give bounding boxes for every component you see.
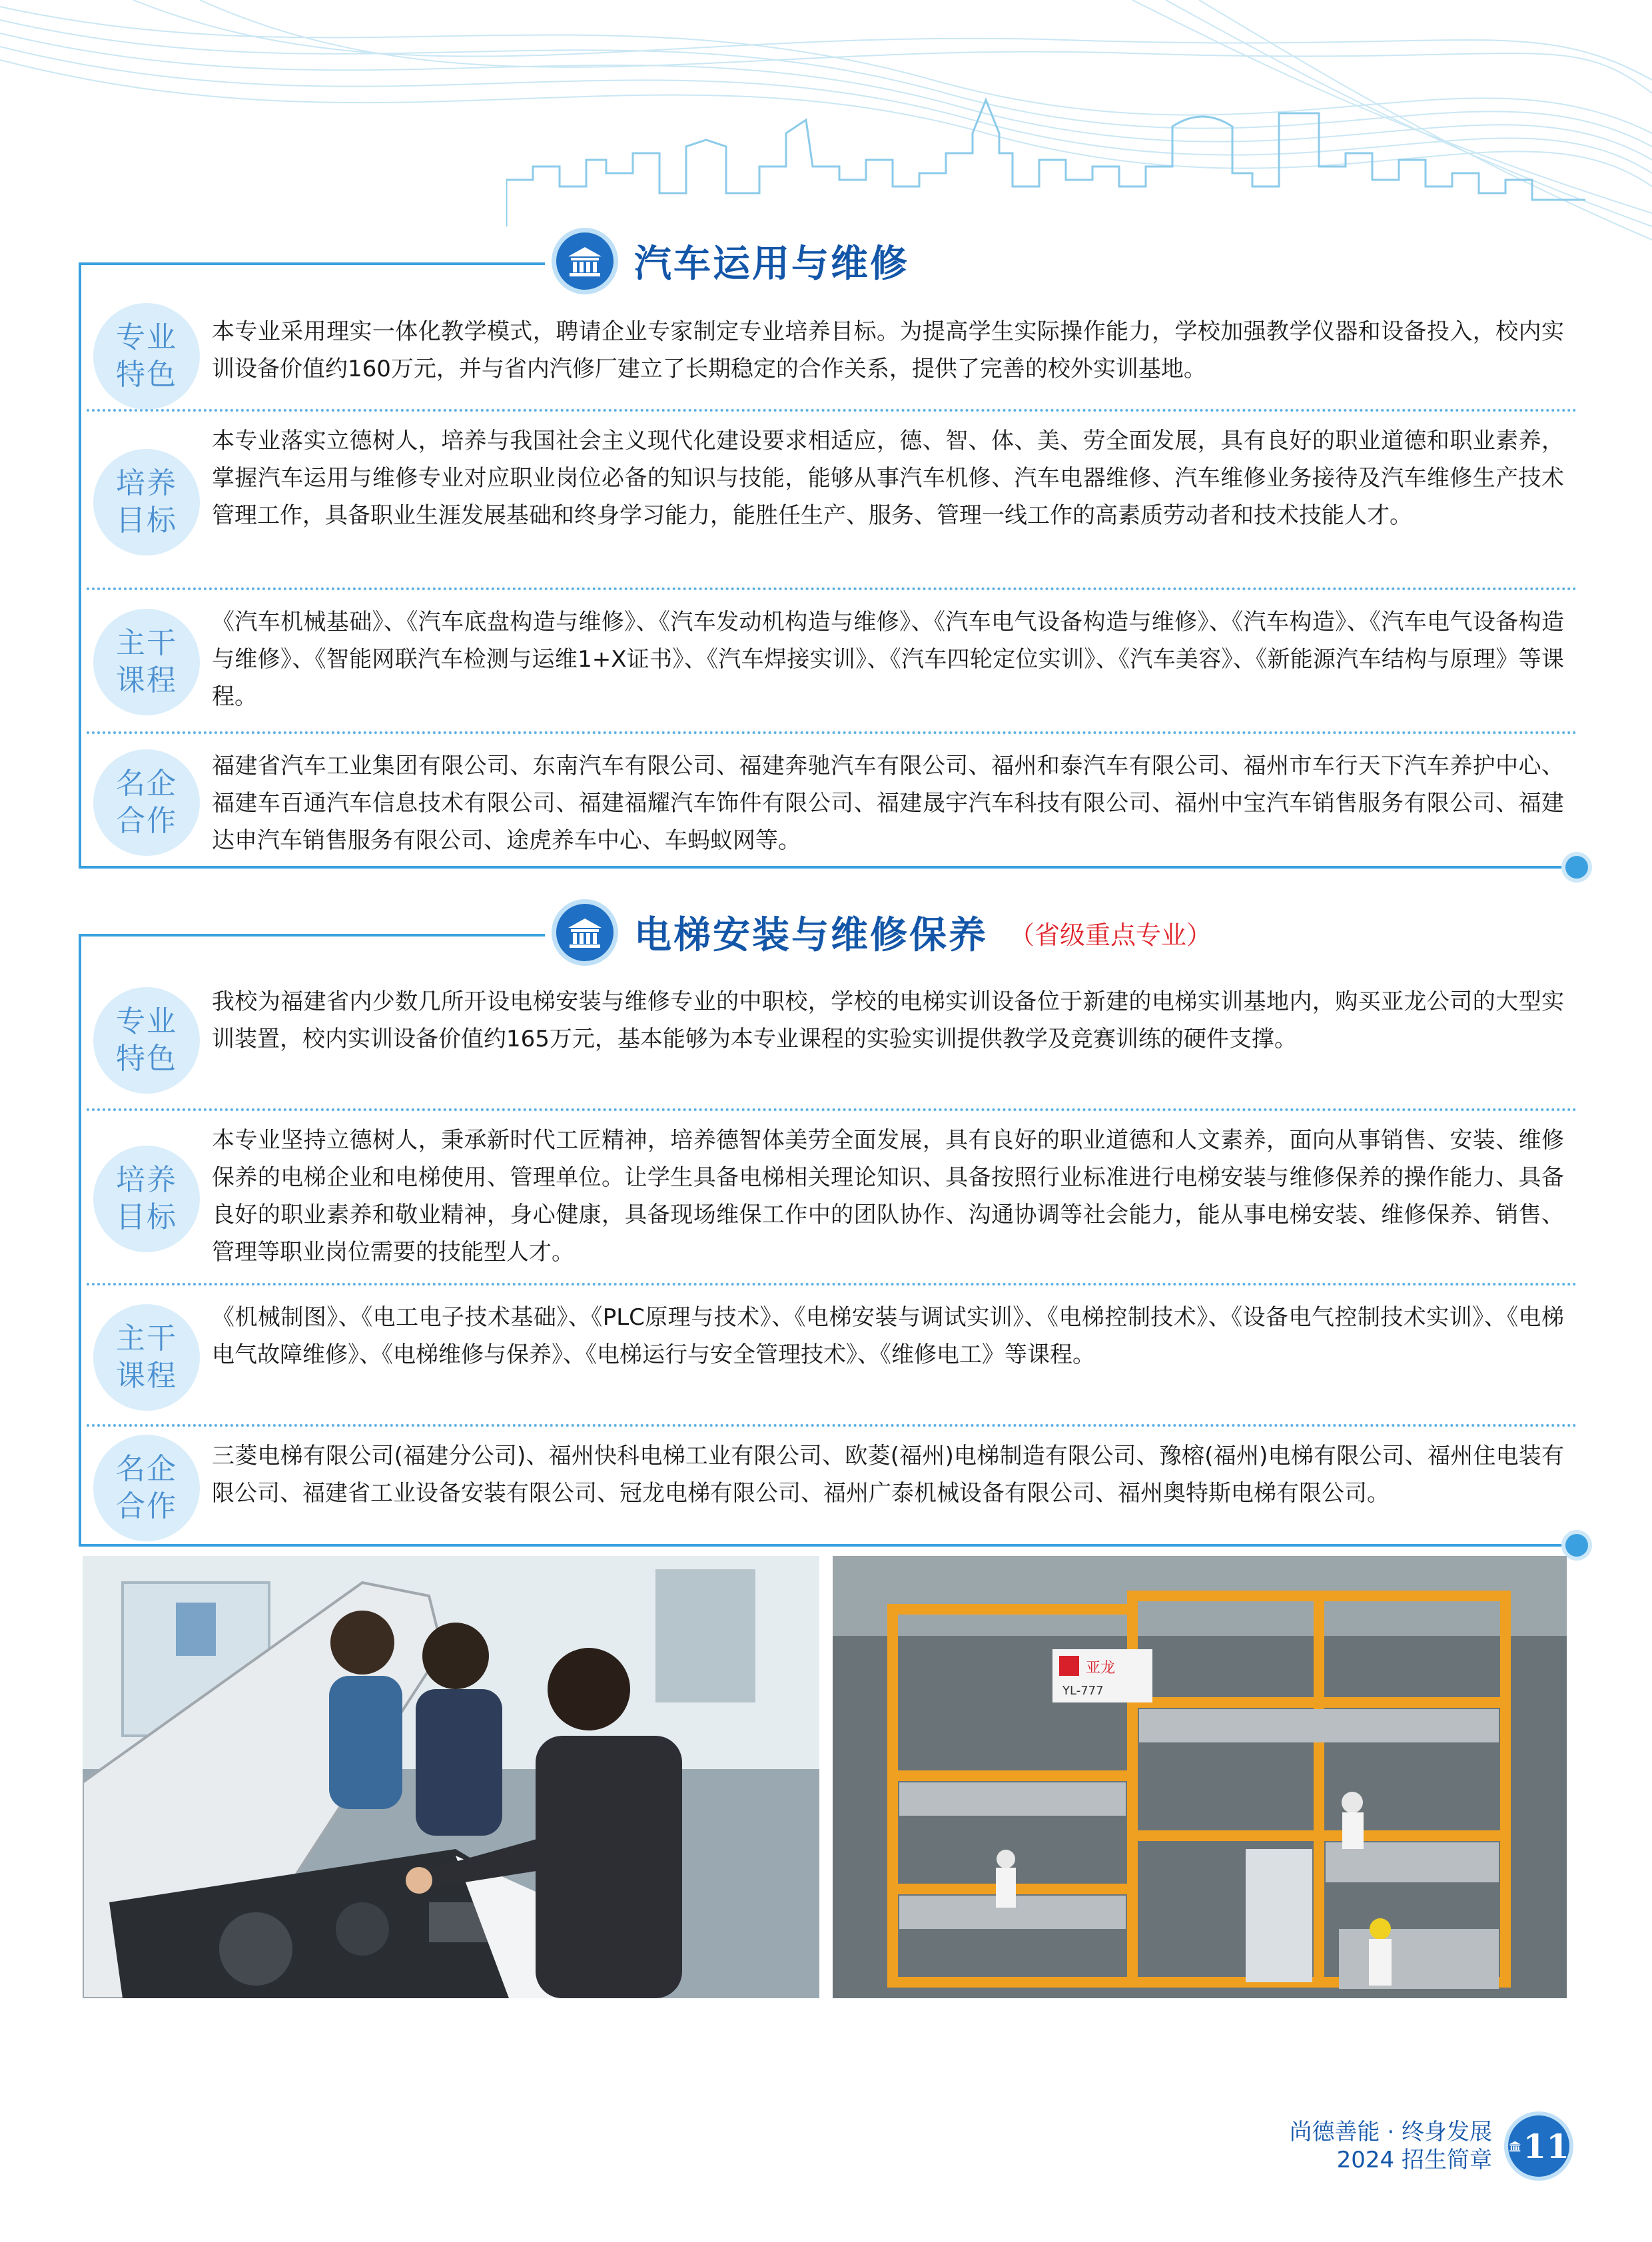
tag-line2: 课程 bbox=[116, 663, 177, 697]
sign-brand-text: 亚龙 bbox=[1086, 1660, 1116, 1677]
tag-line1: 名企 bbox=[116, 767, 177, 801]
tag-line1: 名企 bbox=[116, 1452, 177, 1486]
page-number: 11 bbox=[1523, 2126, 1569, 2166]
page-footer bbox=[1290, 2111, 1573, 2181]
photo-elevator-training-tower bbox=[833, 1556, 1567, 1998]
info-row-courses bbox=[79, 1290, 1577, 1427]
row-tag bbox=[93, 303, 200, 410]
section-title-text: 电梯安装与维修保养 bbox=[634, 914, 988, 957]
page-number-badge bbox=[1504, 2111, 1573, 2181]
tag-line1: 主干 bbox=[116, 1321, 177, 1355]
row-text: 本专业落实立德树人，培养与我国社会主义现代化建设要求相适应，德、智、体、美、劳全面发展，具有良好的职业道德和职业素养，掌握汽车运用与维修专业对应职业岗位必备的知识与技能，能够从事汽车机修、汽车电器维修、汽车维修业务接待及汽车维修生产技术管理工作，具备职业生涯发展基础和终身学习能力，能胜任生产、服务、管理一线工作的高素质劳动者和技术技能人才。 bbox=[212, 428, 1564, 529]
tag-line2: 特色 bbox=[116, 358, 177, 392]
row-text: 本专业采用理实一体化教学模式，聘请企业专家制定专业培养目标。为提高学生实际操作能力，学校加强教学仪器和设备投入，校内实训设备价值约160万元，并与省内汽修厂建立了长期稳定的合作关系，提供了完善的校外实训基地。 bbox=[212, 318, 1564, 382]
section-frame-bottom bbox=[79, 866, 1571, 869]
row-separator bbox=[87, 587, 1577, 590]
section-elevator bbox=[79, 899, 1577, 1552]
tag-line2: 合作 bbox=[116, 1489, 177, 1523]
school-building-icon bbox=[552, 228, 618, 294]
info-row-feature bbox=[79, 972, 1577, 1111]
row-text: 本专业坚持立德树人，秉承新时代工匠精神，培养德智体美劳全面发展，具有良好的职业道德和人文素养，面向从事销售、安装、维修保养的电梯企业和电梯使用、管理单位。让学生具备电梯相关理论知识、具备按照行业标准进行电梯安装与维修保养的操作能力、具备良好的职业素养和敬业精神，身心健康，具备现场维保工作中的团队协作、沟通协调等社会能力，能从事电梯安装、维修保养、销售、管理等职业岗位需要的技能型人才。 bbox=[212, 1127, 1564, 1266]
row-text: 《汽车机械基础》、《汽车底盘构造与维修》、《汽车发动机构造与维修》、《汽车电气设备构造与维修》、《汽车构造》、《汽车电气设备构造与维修》、《智能网联汽车检测与运维1+X证书》、《汽车焊接实训》、《汽车四轮定位实训》、《汽车美容》、《新能源汽车结构与原理》等课程。 bbox=[212, 609, 1564, 710]
footer-slogan: 尚德善能 · 终身发展 bbox=[1289, 2119, 1492, 2145]
row-text: 《机械制图》、《电工电子技术基础》、《PLC原理与技术》、《电梯安装与调试实训》、《电梯控制技术》、《设备电气控制技术实训》、《电梯电气故障维修》、《电梯维修与保养》、《电梯运行与安全管理技术》、《维修电工》等课程。 bbox=[212, 1304, 1564, 1368]
tag-line1: 培养 bbox=[116, 1163, 177, 1197]
tag-line1: 专业 bbox=[116, 320, 177, 354]
sign-model-text: YL-777 bbox=[1062, 1684, 1104, 1698]
info-row-partners bbox=[79, 739, 1577, 866]
row-text: 福建省汽车工业集团有限公司、东南汽车有限公司、福建奔驰汽车有限公司、福州和泰汽车有限公司、福州市车行天下汽车养护中心、福建车百通汽车信息技术有限公司、福建福耀汽车饰件有限公司、福建晟宇汽车科技有限公司、福州中宝汽车销售服务有限公司、福建达申汽车销售服务有限公司、途虎养车中心、车蚂蚁网等。 bbox=[212, 753, 1564, 854]
tag-line1: 专业 bbox=[116, 1004, 177, 1038]
row-tag bbox=[93, 749, 200, 856]
section-frame-top bbox=[79, 934, 545, 936]
tag-line2: 目标 bbox=[116, 1200, 177, 1234]
info-row-courses bbox=[79, 594, 1577, 734]
section-frame-top bbox=[79, 262, 545, 265]
section-subtitle: （省级重点专业） bbox=[1009, 920, 1212, 950]
school-building-icon bbox=[1508, 2134, 1521, 2158]
section-frame-bottom bbox=[79, 1544, 1571, 1547]
tag-line2: 合作 bbox=[116, 804, 177, 838]
tag-line2: 目标 bbox=[116, 504, 177, 538]
info-row-feature bbox=[79, 301, 1577, 412]
row-separator bbox=[87, 731, 1577, 734]
row-tag bbox=[93, 1146, 200, 1252]
tag-line1: 培养 bbox=[116, 466, 177, 500]
row-separator bbox=[87, 1424, 1577, 1427]
row-separator bbox=[87, 409, 1577, 412]
info-row-partners bbox=[79, 1431, 1577, 1544]
tag-line2: 特色 bbox=[116, 1042, 177, 1076]
footer-brochure-title: 2024 招生简章 bbox=[1336, 2147, 1492, 2173]
row-text: 三菱电梯有限公司(福建分公司)、福州快科电梯工业有限公司、欧菱(福州)电梯制造有限公司、豫榕(福州)电梯有限公司、福州住电装有限公司、福建省工业设备安装有限公司、冠龙电梯有限公司、福州广泰机械设备有限公司、福州奥特斯电梯有限公司。 bbox=[212, 1443, 1564, 1507]
row-tag bbox=[93, 1304, 200, 1411]
section-title bbox=[552, 899, 1212, 966]
footer-text bbox=[1290, 2118, 1492, 2174]
row-tag bbox=[93, 449, 200, 556]
tag-line2: 课程 bbox=[116, 1359, 177, 1393]
row-separator bbox=[87, 1283, 1577, 1286]
photo-students-engine bbox=[83, 1556, 819, 1998]
row-tag bbox=[93, 1435, 200, 1541]
row-tag bbox=[93, 609, 200, 715]
row-text: 我校为福建省内少数几所开设电梯安装与维修专业的中职校，学校的电梯实训设备位于新建的电梯实训基地内，购买亚龙公司的大型实训装置，校内实训设备价值约165万元，基本能够为本专业课程的实验实训提供教学及竞赛训练的硬件支撑。 bbox=[212, 988, 1564, 1052]
info-row-goal bbox=[79, 1115, 1577, 1286]
school-building-icon bbox=[552, 899, 618, 966]
tag-line1: 主干 bbox=[116, 626, 177, 660]
row-separator bbox=[87, 1108, 1577, 1111]
row-tag bbox=[93, 987, 200, 1094]
city-skyline-illustration bbox=[506, 93, 1585, 226]
section-title bbox=[552, 228, 909, 294]
section-auto-repair bbox=[79, 228, 1577, 881]
info-row-goal bbox=[79, 416, 1577, 590]
section-title-text: 汽车运用与维修 bbox=[634, 242, 909, 286]
